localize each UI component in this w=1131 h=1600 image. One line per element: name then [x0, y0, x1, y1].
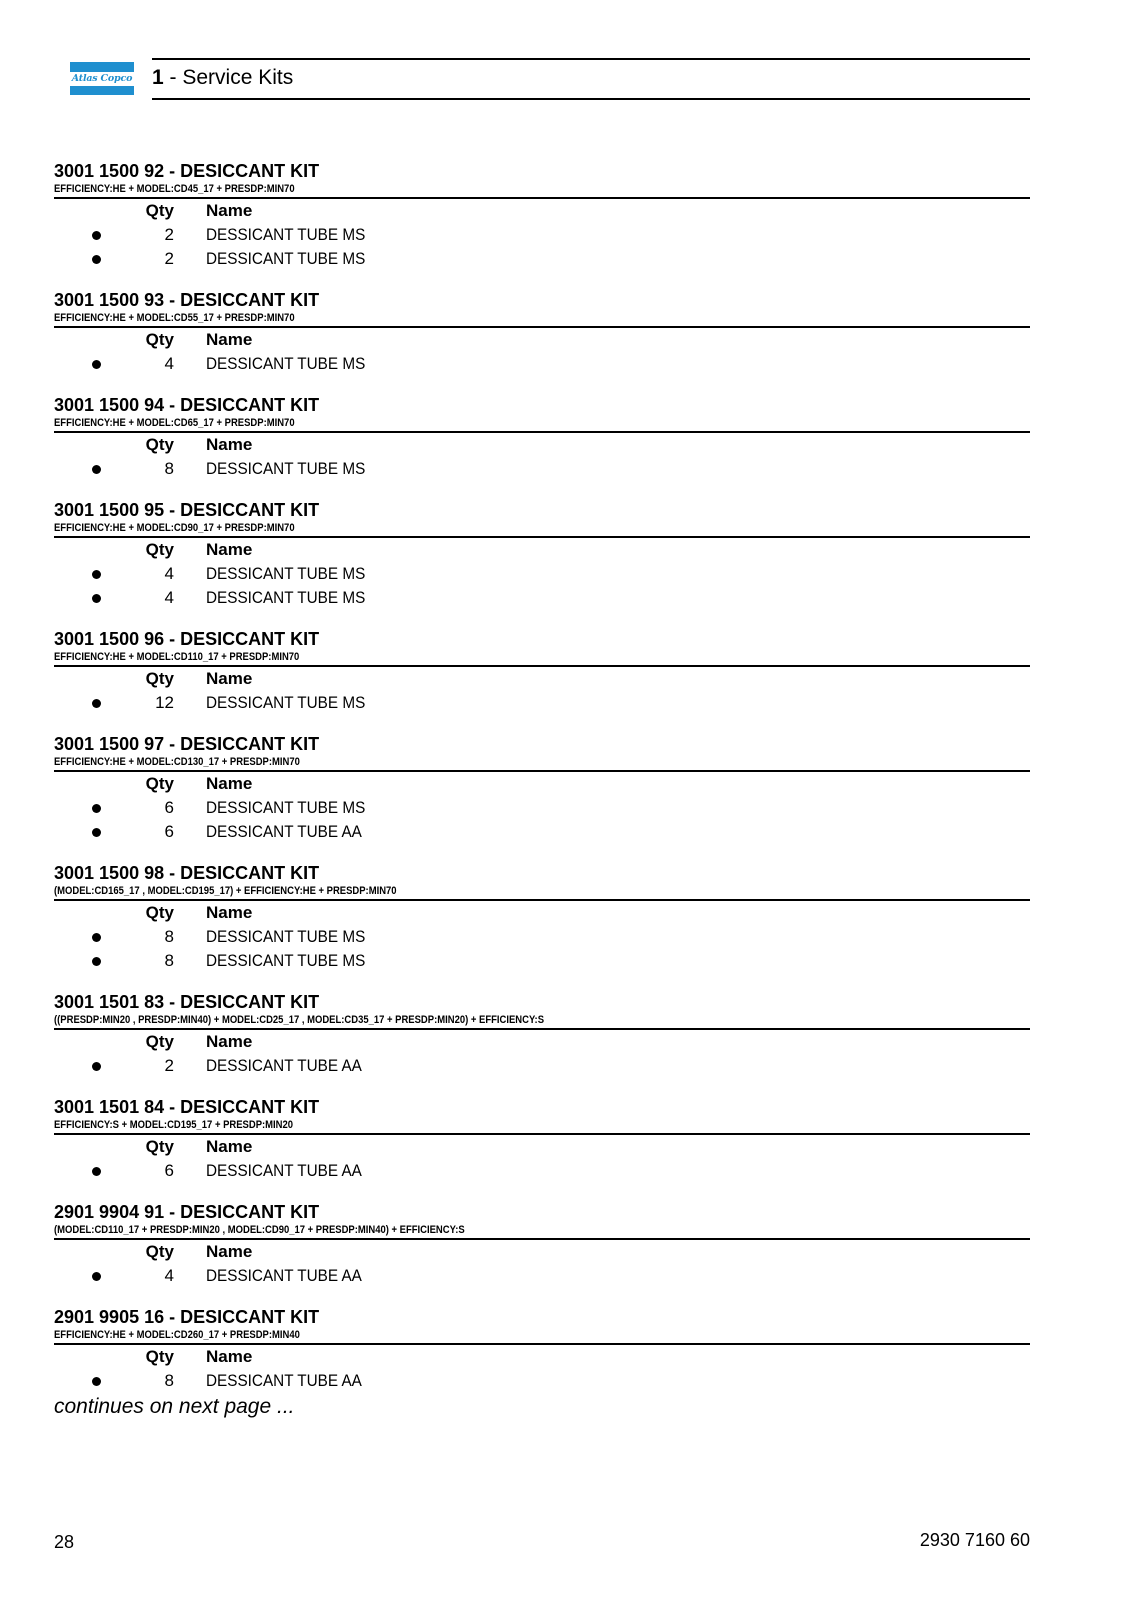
kit-condition: EFFICIENCY:HE + MODEL:CD110_17 + PRESDP:MIN70 — [54, 651, 300, 663]
kit-item-row — [54, 352, 1030, 376]
bullet-icon — [92, 933, 101, 942]
bullet-icon — [92, 570, 101, 579]
kit-item-row — [54, 562, 1030, 586]
kit-title: 2901 9905 16 - DESICCANT KIT — [54, 1307, 320, 1327]
kit-title: 2901 9904 91 - DESICCANT KIT — [54, 1202, 320, 1222]
kit-column-header — [54, 1345, 1030, 1369]
kit-item-row — [54, 691, 1030, 715]
kit-column-header — [54, 199, 1030, 223]
kit-column-header — [54, 1135, 1030, 1159]
name-column-header: Name — [206, 540, 253, 559]
kit-column-header — [54, 1240, 1030, 1264]
kit-condition: EFFICIENCY:S + MODEL:CD195_17 + PRESDP:MIN20 — [54, 1119, 294, 1131]
continues-note: continues on next page ... — [54, 1395, 295, 1418]
item-name: DESSICANT TUBE MS — [206, 225, 366, 244]
item-qty: 2 — [164, 249, 174, 268]
kit-item-row — [54, 457, 1030, 481]
item-name: DESSICANT TUBE MS — [206, 564, 366, 583]
kit-block — [54, 160, 1030, 271]
kit-title: 3001 1500 94 - DESICCANT KIT — [54, 395, 320, 415]
name-column-header: Name — [206, 1242, 253, 1261]
item-name: DESSICANT TUBE AA — [206, 822, 362, 841]
bullet-icon — [92, 1167, 101, 1176]
kit-block — [54, 628, 1030, 715]
kit-column-header — [54, 433, 1030, 457]
kit-item-row — [54, 1264, 1030, 1288]
qty-column-header: Qty — [145, 774, 174, 793]
kit-list — [54, 160, 1030, 1419]
item-name: DESSICANT TUBE MS — [206, 798, 366, 817]
kit-block — [54, 1096, 1030, 1183]
item-name: DESSICANT TUBE MS — [206, 354, 366, 373]
kit-column-header — [54, 538, 1030, 562]
item-qty: 2 — [164, 225, 174, 244]
kit-item-row — [54, 820, 1030, 844]
kit-block — [54, 394, 1030, 481]
logo-text: Atlas Copco — [71, 73, 133, 84]
section-number: 1 — [152, 66, 164, 89]
item-name: DESSICANT TUBE AA — [206, 1266, 362, 1285]
item-name: DESSICANT TUBE AA — [206, 1371, 362, 1390]
kit-block — [54, 991, 1030, 1078]
kit-title: 3001 1500 95 - DESICCANT KIT — [54, 500, 320, 520]
kit-condition: EFFICIENCY:HE + MODEL:CD260_17 + PRESDP:MIN40 — [54, 1329, 300, 1341]
item-qty: 8 — [164, 1371, 174, 1390]
name-column-header: Name — [206, 669, 253, 688]
section-title-text: - Service Kits — [163, 66, 294, 89]
bullet-icon — [92, 804, 101, 813]
name-column-header: Name — [206, 435, 253, 454]
item-qty: 8 — [164, 951, 174, 970]
qty-column-header: Qty — [145, 1137, 174, 1156]
qty-column-header: Qty — [145, 435, 174, 454]
qty-column-header: Qty — [145, 540, 174, 559]
item-name: DESSICANT TUBE AA — [206, 1161, 362, 1180]
bullet-icon — [92, 465, 101, 474]
kit-block — [54, 499, 1030, 610]
item-name: DESSICANT TUBE MS — [206, 459, 366, 478]
kit-block — [54, 862, 1030, 973]
kit-block — [54, 289, 1030, 376]
qty-column-header: Qty — [145, 903, 174, 922]
bullet-icon — [92, 360, 101, 369]
item-name: DESSICANT TUBE MS — [206, 927, 366, 946]
item-name: DESSICANT TUBE MS — [206, 693, 366, 712]
name-column-header: Name — [206, 201, 253, 220]
atlas-copco-logo — [70, 62, 134, 95]
document-number: 2930 7160 60 — [919, 1530, 1030, 1550]
kit-condition: EFFICIENCY:HE + MODEL:CD130_17 + PRESDP:MIN70 — [54, 756, 300, 768]
page-number: 28 — [54, 1532, 75, 1552]
item-qty: 6 — [164, 822, 174, 841]
kit-title: 3001 1500 96 - DESICCANT KIT — [54, 629, 320, 649]
kit-item-row — [54, 796, 1030, 820]
item-qty: 4 — [164, 564, 174, 583]
kit-column-header — [54, 772, 1030, 796]
bullet-icon — [92, 1062, 101, 1071]
kit-item-row — [54, 925, 1030, 949]
kit-column-header — [54, 901, 1030, 925]
item-qty: 4 — [164, 1266, 174, 1285]
item-qty: 6 — [164, 798, 174, 817]
item-qty: 6 — [164, 1161, 174, 1180]
qty-column-header: Qty — [145, 669, 174, 688]
bullet-icon — [92, 255, 101, 264]
kit-title: 3001 1500 98 - DESICCANT KIT — [54, 863, 320, 883]
kit-title: 3001 1500 97 - DESICCANT KIT — [54, 734, 320, 754]
kit-item-row — [54, 949, 1030, 973]
name-column-header: Name — [206, 330, 253, 349]
kit-condition: (MODEL:CD165_17 , MODEL:CD195_17) + EFFICIENCY:HE + PRESDP:MIN70 — [54, 885, 397, 897]
kit-column-header — [54, 1030, 1030, 1054]
qty-column-header: Qty — [145, 1032, 174, 1051]
kit-condition: (MODEL:CD110_17 + PRESDP:MIN20 , MODEL:CD90_17 + PRESDP:MIN40) + EFFICIENCY:S — [54, 1224, 465, 1236]
name-column-header: Name — [206, 903, 253, 922]
qty-column-header: Qty — [145, 330, 174, 349]
kit-item-row — [54, 586, 1030, 610]
name-column-header: Name — [206, 774, 253, 793]
item-qty: 8 — [164, 927, 174, 946]
kit-item-row — [54, 247, 1030, 271]
item-qty: 12 — [155, 693, 174, 712]
bullet-icon — [92, 1272, 101, 1281]
kit-condition: EFFICIENCY:HE + MODEL:CD65_17 + PRESDP:MIN70 — [54, 417, 295, 429]
item-name: DESSICANT TUBE AA — [206, 1056, 362, 1075]
kit-item-row — [54, 223, 1030, 247]
qty-column-header: Qty — [145, 201, 174, 220]
bullet-icon — [92, 957, 101, 966]
qty-column-header: Qty — [145, 1347, 174, 1366]
kit-column-header — [54, 667, 1030, 691]
kit-title: 3001 1500 93 - DESICCANT KIT — [54, 290, 320, 310]
kit-condition: EFFICIENCY:HE + MODEL:CD55_17 + PRESDP:MIN70 — [54, 312, 295, 324]
name-column-header: Name — [206, 1347, 253, 1366]
item-name: DESSICANT TUBE MS — [206, 951, 366, 970]
kit-condition: EFFICIENCY:HE + MODEL:CD45_17 + PRESDP:MIN70 — [54, 183, 295, 195]
bullet-icon — [92, 828, 101, 837]
kit-condition: EFFICIENCY:HE + MODEL:CD90_17 + PRESDP:MIN70 — [54, 522, 295, 534]
kit-title: 3001 1500 92 - DESICCANT KIT — [54, 161, 320, 181]
item-qty: 4 — [164, 354, 174, 373]
item-qty: 8 — [164, 459, 174, 478]
page-header — [70, 58, 1030, 102]
header-top-rule — [152, 58, 1030, 60]
kit-title: 3001 1501 83 - DESICCANT KIT — [54, 992, 320, 1012]
section-title — [152, 65, 293, 91]
header-bottom-rule — [152, 98, 1030, 100]
bullet-icon — [92, 594, 101, 603]
kit-block — [54, 1306, 1030, 1393]
item-qty: 2 — [164, 1056, 174, 1075]
kit-column-header — [54, 328, 1030, 352]
name-column-header: Name — [206, 1137, 253, 1156]
bullet-icon — [92, 699, 101, 708]
item-qty: 4 — [164, 588, 174, 607]
kit-block — [54, 733, 1030, 844]
name-column-header: Name — [206, 1032, 253, 1051]
item-name: DESSICANT TUBE MS — [206, 588, 366, 607]
kit-block — [54, 1201, 1030, 1288]
kit-condition: ((PRESDP:MIN20 , PRESDP:MIN40) + MODEL:CD25_17 , MODEL:CD35_17 + PRESDP:MIN20) + EFFICIENCY:S — [54, 1014, 545, 1026]
kit-title: 3001 1501 84 - DESICCANT KIT — [54, 1097, 320, 1117]
bullet-icon — [92, 231, 101, 240]
kit-item-row — [54, 1369, 1030, 1393]
kit-item-row — [54, 1159, 1030, 1183]
item-name: DESSICANT TUBE MS — [206, 249, 366, 268]
qty-column-header: Qty — [145, 1242, 174, 1261]
kit-item-row — [54, 1054, 1030, 1078]
bullet-icon — [92, 1377, 101, 1386]
